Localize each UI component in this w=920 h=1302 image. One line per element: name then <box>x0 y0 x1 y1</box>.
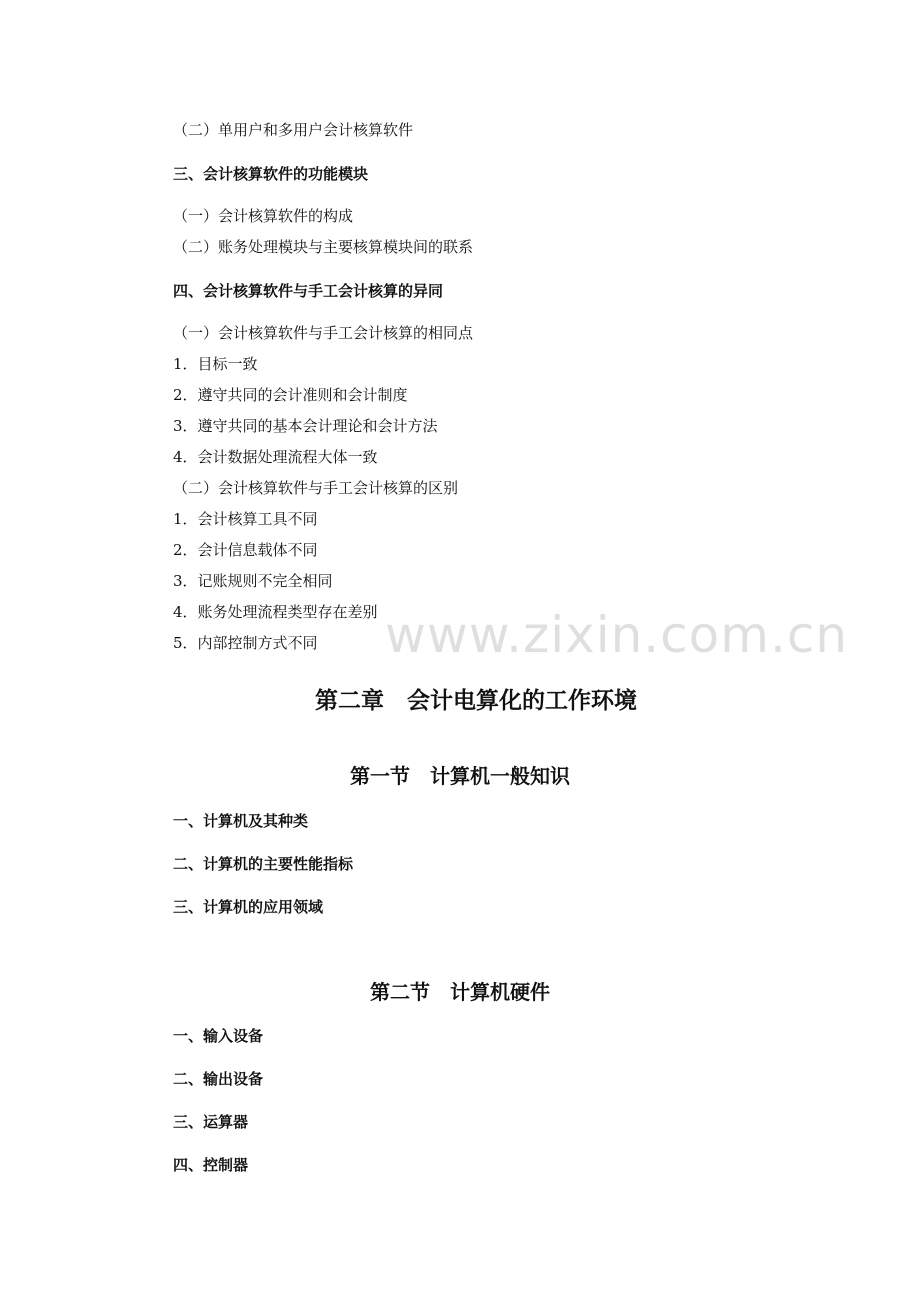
heading-output-devices: 二、输出设备 <box>173 1070 264 1088</box>
heading-arithmetic-unit: 三、运算器 <box>173 1113 249 1131</box>
list-item: 3．记账规则不完全相同 <box>173 572 333 590</box>
heading-function-modules: 三、会计核算软件的功能模块 <box>173 165 369 183</box>
list-item: 2．会计信息载体不同 <box>173 541 318 559</box>
list-item: 3．遵守共同的基本会计理论和会计方法 <box>173 417 438 435</box>
list-item: 4．会计数据处理流程大体一致 <box>173 448 378 466</box>
watermark: www.zixin.com.cn <box>385 606 849 664</box>
subheading-similarities: （一）会计核算软件与手工会计核算的相同点 <box>173 324 474 342</box>
section-title-computer-hardware: 第二节 计算机硬件 <box>370 980 550 1004</box>
list-item: 5．内部控制方式不同 <box>173 634 318 652</box>
heading-performance-metrics: 二、计算机的主要性能指标 <box>173 855 354 873</box>
chapter-title: 第二章 会计电算化的工作环境 <box>315 688 637 714</box>
subheading-software-composition: （一）会计核算软件的构成 <box>173 207 354 225</box>
heading-computer-types: 一、计算机及其种类 <box>173 812 309 830</box>
heading-software-vs-manual: 四、会计核算软件与手工会计核算的异同 <box>173 282 444 300</box>
subheading-module-relationship: （二）账务处理模块与主要核算模块间的联系 <box>173 238 474 256</box>
heading-control-unit: 四、控制器 <box>173 1156 249 1174</box>
list-item: 2．遵守共同的会计准则和会计制度 <box>173 386 408 404</box>
list-item: 1．会计核算工具不同 <box>173 510 318 528</box>
list-item: 1．目标一致 <box>173 355 258 373</box>
section-title-computer-basics: 第一节 计算机一般知识 <box>350 764 570 788</box>
heading-application-fields: 三、计算机的应用领域 <box>173 898 324 916</box>
heading-input-devices: 一、输入设备 <box>173 1027 264 1045</box>
list-item: 4．账务处理流程类型存在差别 <box>173 603 378 621</box>
subheading-single-multi-user: （二）单用户和多用户会计核算软件 <box>173 121 414 139</box>
subheading-differences: （二）会计核算软件与手工会计核算的区别 <box>173 479 459 497</box>
